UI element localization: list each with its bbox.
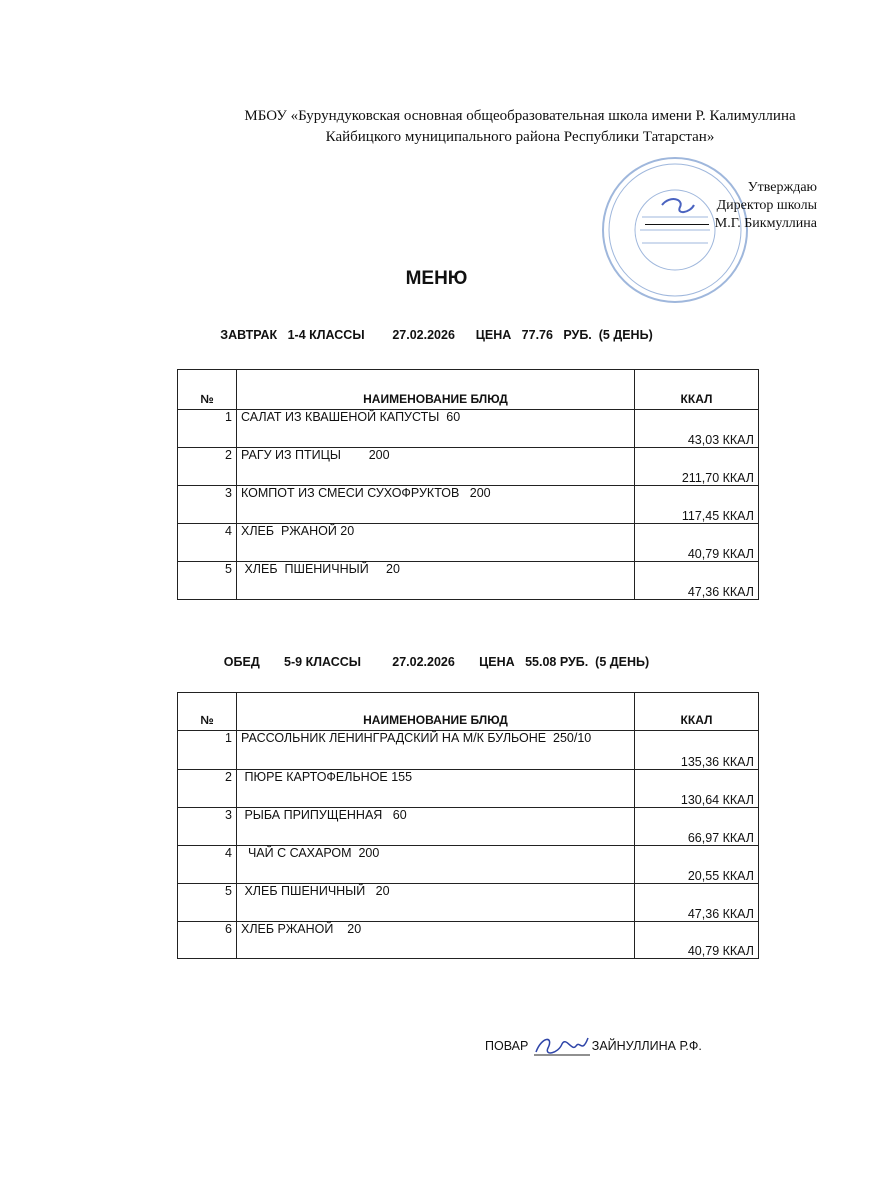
dish-kcal: 20,55 ККАЛ bbox=[635, 846, 759, 884]
row-number: 6 bbox=[178, 922, 237, 959]
signature-underline bbox=[645, 224, 709, 225]
table-row bbox=[178, 448, 759, 486]
lunch-table bbox=[177, 692, 759, 959]
table-row bbox=[178, 922, 759, 959]
approval-block bbox=[645, 179, 817, 233]
menu-title: МЕНЮ bbox=[405, 268, 468, 289]
cook-signature-line bbox=[485, 1032, 702, 1060]
dish-name: ХЛЕБ РЖАНОЙ 20 bbox=[237, 922, 635, 959]
dish-kcal: 47,36 ККАЛ bbox=[635, 884, 759, 922]
table-row bbox=[178, 731, 759, 770]
column-header-kcal: ККАЛ bbox=[635, 693, 759, 731]
dish-name: КОМПОТ ИЗ СМЕСИ СУХОФРУКТОВ 200 bbox=[237, 486, 635, 524]
row-number: 4 bbox=[178, 524, 237, 562]
column-header-number: № bbox=[178, 693, 237, 731]
approval-signature-line bbox=[645, 215, 817, 233]
lunch-heading: ОБЕД 5-9 КЛАССЫ 27.02.2026 ЦЕНА 55.08 РУБ. (5 ДЕНЬ) bbox=[223, 655, 650, 669]
dish-name: РАССОЛЬНИК ЛЕНИНГРАДСКИЙ НА М/К БУЛЬОНЕ 250/10 bbox=[237, 731, 635, 770]
dish-kcal: 66,97 ККАЛ bbox=[635, 808, 759, 846]
dish-name: ХЛЕБ РЖАНОЙ 20 bbox=[237, 524, 635, 562]
column-header-dish: НАИМЕНОВАНИЕ БЛЮД bbox=[237, 693, 635, 731]
row-number: 5 bbox=[178, 562, 237, 600]
table-row bbox=[178, 410, 759, 448]
row-number: 4 bbox=[178, 846, 237, 884]
row-number: 5 bbox=[178, 884, 237, 922]
dish-name: ХЛЕБ ПШЕНИЧНЫЙ 20 bbox=[237, 884, 635, 922]
handwritten-signature bbox=[532, 1032, 592, 1060]
dish-name: ХЛЕБ ПШЕНИЧНЫЙ 20 bbox=[237, 562, 635, 600]
dish-kcal: 40,79 ККАЛ bbox=[635, 524, 759, 562]
dish-name: ЧАЙ С САХАРОМ 200 bbox=[237, 846, 635, 884]
cook-name: ЗАЙНУЛЛИНА Р.Ф. bbox=[591, 1039, 702, 1053]
dish-name: РЫБА ПРИПУЩЕННАЯ 60 bbox=[237, 808, 635, 846]
approval-position: Директор школы bbox=[716, 198, 817, 213]
organization-header bbox=[200, 106, 840, 148]
row-number: 3 bbox=[178, 808, 237, 846]
breakfast-heading: ЗАВТРАК 1-4 КЛАССЫ 27.02.2026 ЦЕНА 77.76 РУБ. (5 ДЕНЬ) bbox=[220, 328, 653, 342]
table-row bbox=[178, 846, 759, 884]
column-header-number: № bbox=[178, 370, 237, 410]
approval-label: Утверждаю bbox=[747, 180, 817, 195]
row-number: 3 bbox=[178, 486, 237, 524]
row-number: 1 bbox=[178, 731, 237, 770]
table-row bbox=[178, 524, 759, 562]
table-row bbox=[178, 562, 759, 600]
row-number: 2 bbox=[178, 770, 237, 808]
row-number: 2 bbox=[178, 448, 237, 486]
dish-kcal: 130,64 ККАЛ bbox=[635, 770, 759, 808]
dish-kcal: 40,79 ККАЛ bbox=[635, 922, 759, 959]
dish-kcal: 211,70 ККАЛ bbox=[635, 448, 759, 486]
table-row bbox=[178, 884, 759, 922]
table-header-row bbox=[178, 693, 759, 731]
org-name-line2: Кайбицкого муниципального района Республики Татарстан» bbox=[325, 129, 715, 145]
dish-name: САЛАТ ИЗ КВАШЕНОЙ КАПУСТЫ 60 bbox=[237, 410, 635, 448]
breakfast-table bbox=[177, 369, 759, 600]
table-row bbox=[178, 770, 759, 808]
director-name: М.Г. Бикмуллина bbox=[714, 216, 817, 231]
dish-kcal: 47,36 ККАЛ bbox=[635, 562, 759, 600]
column-header-dish: НАИМЕНОВАНИЕ БЛЮД bbox=[237, 370, 635, 410]
cook-label: ПОВАР bbox=[485, 1039, 529, 1053]
org-name-line1: МБОУ «Бурундуковская основная общеобразовательная школа имени Р. Калимуллина bbox=[244, 108, 796, 124]
dish-kcal: 135,36 ККАЛ bbox=[635, 731, 759, 770]
dish-kcal: 43,03 ККАЛ bbox=[635, 410, 759, 448]
dish-name: РАГУ ИЗ ПТИЦЫ 200 bbox=[237, 448, 635, 486]
column-header-kcal: ККАЛ bbox=[635, 370, 759, 410]
dish-name: ПЮРЕ КАРТОФЕЛЬНОЕ 155 bbox=[237, 770, 635, 808]
row-number: 1 bbox=[178, 410, 237, 448]
dish-kcal: 117,45 ККАЛ bbox=[635, 486, 759, 524]
table-row bbox=[178, 808, 759, 846]
table-row bbox=[178, 486, 759, 524]
table-header-row bbox=[178, 370, 759, 410]
